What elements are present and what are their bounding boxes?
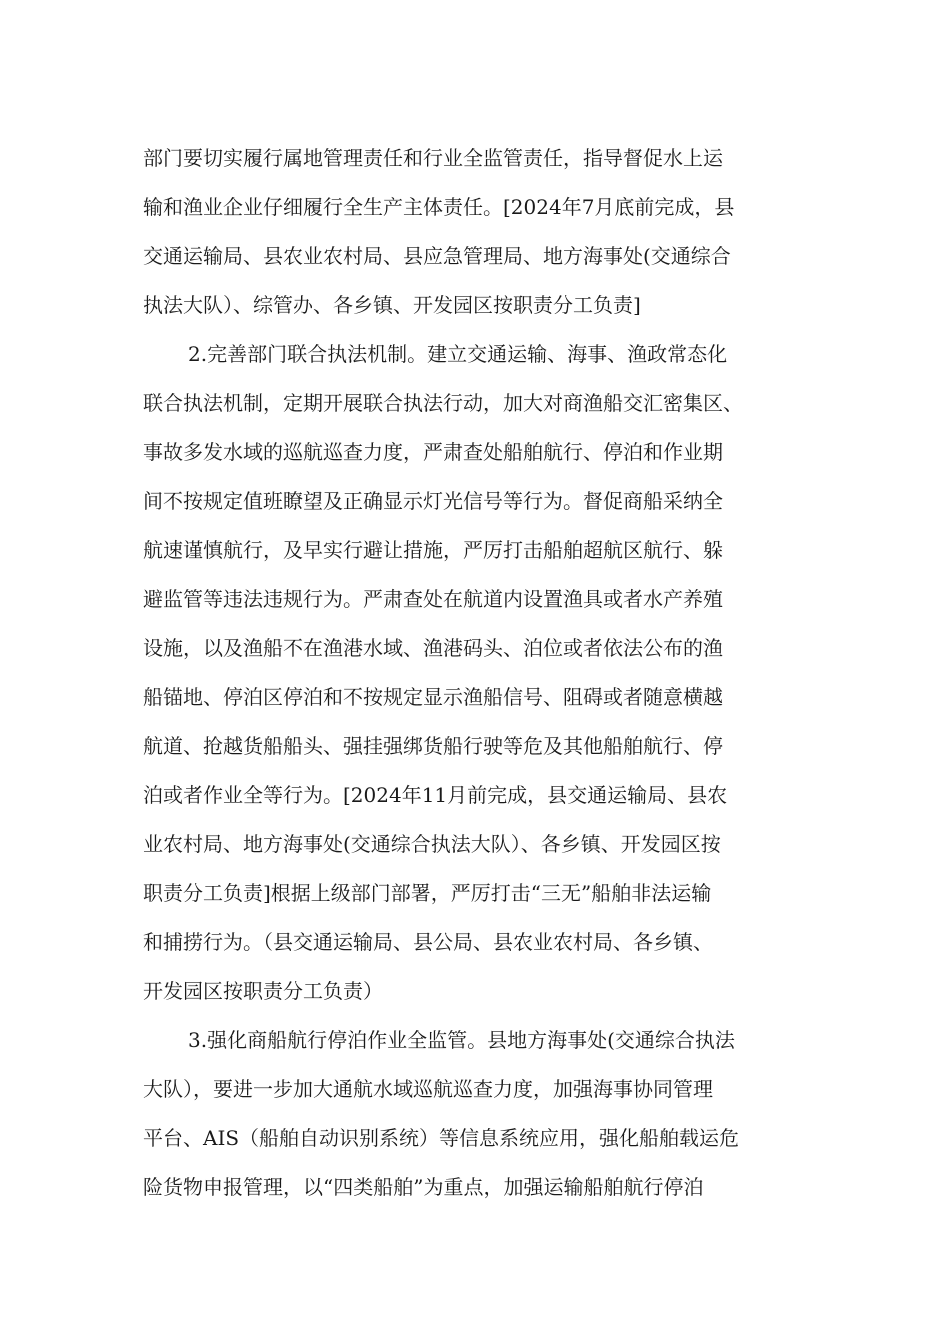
paragraph-2-heading-line: 2.完善部门联合执法机制。建立交通运输、海事、渔政常态化 xyxy=(188,342,728,366)
text-line: 事故多发水域的巡航巡查力度，严肃查处船舶航行、停泊和作业期 xyxy=(143,440,723,464)
text-line: 平台、AIS（船舶自动识别系统）等信息系统应用，强化船舶载运危 xyxy=(143,1126,740,1150)
text-line: 部门要切实履行属地管理责任和行业全监管责任，指导督促水上运 xyxy=(143,146,723,170)
text-line: 联合执法机制，定期开展联合执法行动，加大对商渔船交汇密集区、 xyxy=(143,391,743,415)
text-line: 交通运输局、县农业农村局、县应急管理局、地方海事处(交通综合 xyxy=(143,244,731,268)
text-line: 执法大队）、综管办、各乡镇、开发园区按职责分工负责] xyxy=(143,293,641,317)
text-line: 和捕捞行为。（县交通运输局、县公局、县农业农村局、各乡镇、 xyxy=(143,930,713,954)
text-line: 输和渔业企业仔细履行全生产主体责任。[2024年7月底前完成，县 xyxy=(143,195,735,219)
paragraph-3-heading-line: 3.强化商船航行停泊作业全监管。县地方海事处(交通综合执法 xyxy=(188,1028,735,1052)
text-line: 业农村局、地方海事处(交通综合执法大队）、各乡镇、开发园区按 xyxy=(143,832,721,856)
text-line: 避监管等违法违规行为。严肃查处在航道内设置渔具或者水产养殖 xyxy=(143,587,723,611)
document-body xyxy=(143,134,823,1212)
text-line: 设施，以及渔船不在渔港水域、渔港码头、泊位或者依法公布的渔 xyxy=(143,636,723,660)
text-line: 大队），要进一步加大通航水域巡航巡查力度，加强海事协同管理 xyxy=(143,1077,713,1101)
text-line: 职责分工负责]根据上级部门部署，严厉打击“三无”船舶非法运输 xyxy=(143,881,712,905)
text-line: 航速谨慎航行，及早实行避让措施，严厉打击船舶超航区航行、躲 xyxy=(143,538,723,562)
text-line: 航道、抢越货船船头、强挂强绑货船行驶等危及其他船舶航行、停 xyxy=(143,734,723,758)
text-line: 船锚地、停泊区停泊和不按规定显示渔船信号、阻碍或者随意横越 xyxy=(143,685,723,709)
text-line: 开发园区按职责分工负责） xyxy=(143,979,383,1003)
text-line: 险货物申报管理，以“四类船舶”为重点，加强运输船舶航行停泊 xyxy=(143,1175,704,1199)
text-line: 间不按规定值班瞭望及正确显示灯光信号等行为。督促商船采纳全 xyxy=(143,489,723,513)
text-line: 泊或者作业全等行为。[2024年11月前完成，县交通运输局、县农 xyxy=(143,783,728,807)
